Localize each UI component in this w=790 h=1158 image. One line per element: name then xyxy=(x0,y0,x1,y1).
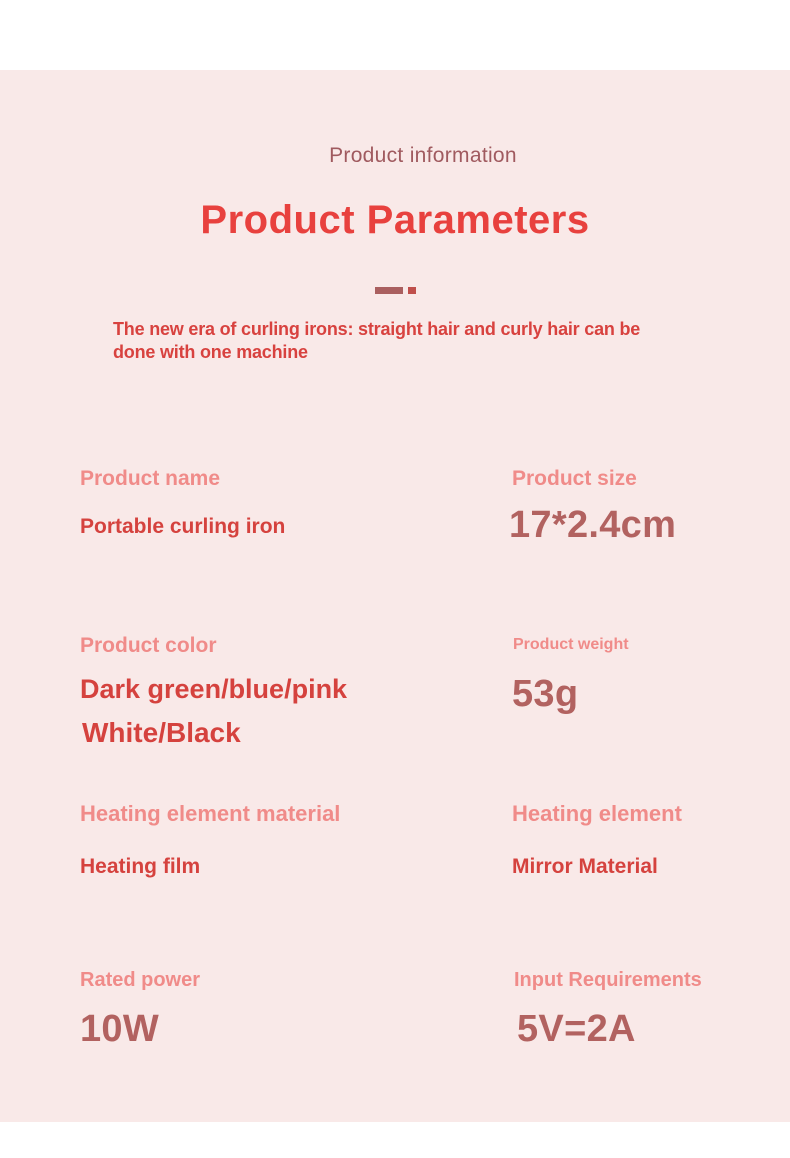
spec-value-heating-element: Mirror Material xyxy=(512,855,658,878)
spec-label-heating-element: Heating element xyxy=(512,801,682,826)
spec-label-product-weight: Product weight xyxy=(513,636,629,653)
spec-value-product-size: 17*2.4cm xyxy=(509,504,677,546)
divider-dash-icon xyxy=(375,287,403,294)
subtitle-line-2: done with one machine xyxy=(113,341,308,362)
spec-value-product-name: Portable curling iron xyxy=(80,515,286,538)
subtitle-line-1: The new era of curling irons: straight hair and curly hair can be xyxy=(113,319,641,339)
title-divider xyxy=(0,287,790,294)
spec-label-product-name: Product name xyxy=(80,467,221,490)
section-kicker: Product information xyxy=(329,144,517,167)
spec-label-heating-element-material: Heating element material xyxy=(80,801,341,826)
divider-dot-icon xyxy=(408,287,416,294)
spec-label-rated-power: Rated power xyxy=(80,969,201,991)
spec-label-input-requirements: Input Requirements xyxy=(514,969,702,991)
spec-value-product-color-line2: White/Black xyxy=(82,717,241,748)
spec-value-product-color-line1: Dark green/blue/pink xyxy=(80,674,348,704)
spec-label-product-size: Product size xyxy=(512,467,637,490)
spec-value-input-requirements: 5V=2A xyxy=(517,1008,636,1050)
spec-value-heating-element-material: Heating film xyxy=(80,855,201,878)
spec-label-product-color: Product color xyxy=(80,634,217,657)
subtitle xyxy=(113,318,640,363)
page-title: Product Parameters xyxy=(200,198,590,242)
spec-value-rated-power: 10W xyxy=(80,1008,160,1050)
spec-value-product-weight: 53g xyxy=(512,673,579,715)
